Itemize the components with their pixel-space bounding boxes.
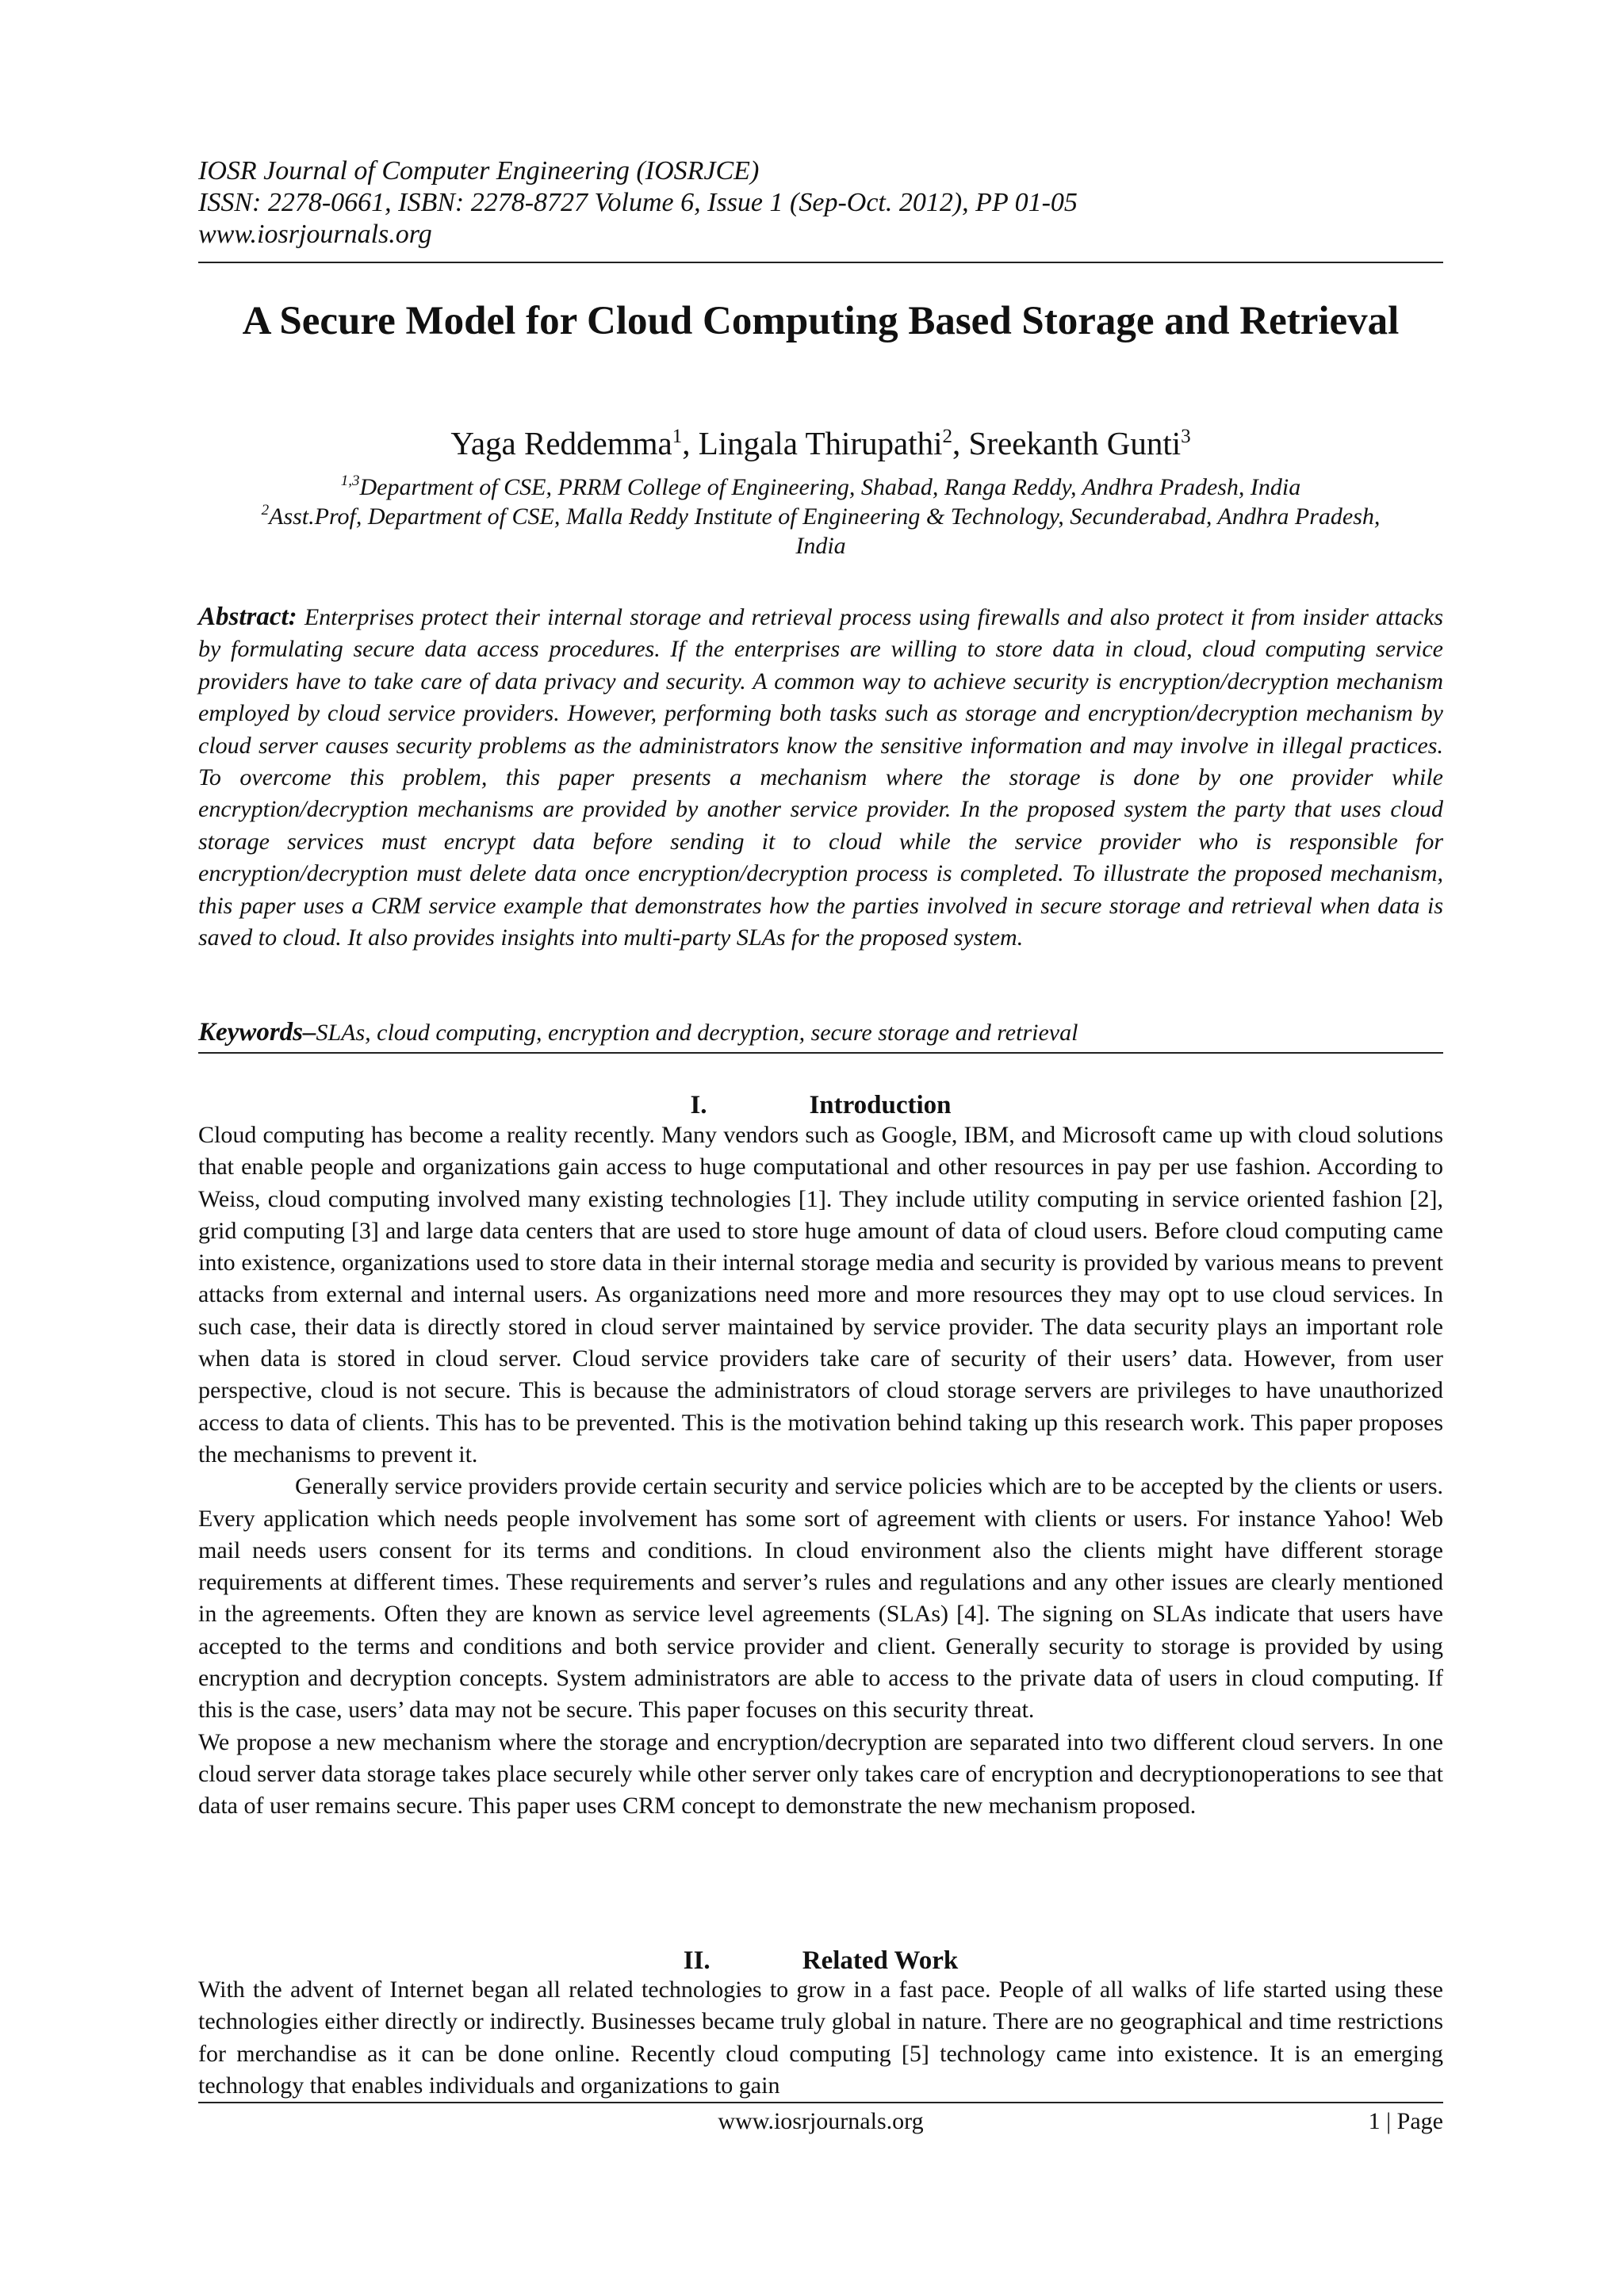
paragraph: We propose a new mechanism where the storage and encryption/decryption are separated into two different cloud servers. In one cloud server data storage takes place securely while other server only takes care of encryption and decryptionoperations to see that data of user remains secure. This paper uses CRM concept to demonstrate the new mechanism proposed. bbox=[198, 1728, 1443, 1820]
author-list: Yaga Reddemma$^1$, Lingala Thirupathi$^2$, Sreekanth Gunti$^3$ bbox=[450, 425, 1191, 461]
section-heading-introduction bbox=[198, 1089, 1443, 1121]
affiliation-text: Asst.Prof, Department of CSE, Malla Reddy Institute of Engineering & Technology, Secunderabad, Andhra Pradesh, India bbox=[269, 503, 1381, 559]
section-heading-related-work bbox=[198, 1945, 1443, 1976]
abstract bbox=[198, 601, 1443, 954]
affiliation-text: Department of CSE, PRRM College of Engineering, Shabad, Ranga Reddy, Andhra Pradesh, India bbox=[359, 474, 1301, 500]
author-name: Yaga Reddemma bbox=[450, 425, 672, 461]
section-title: Related Work bbox=[802, 1946, 959, 1975]
section-body-related-work bbox=[198, 1974, 1443, 2102]
affiliation-mark: 2 bbox=[261, 502, 270, 519]
section-number: I. bbox=[690, 1091, 707, 1119]
journal-issn: ISSN: 2278-0661, ISBN: 2278-8727 Volume 6, Issue 1 (Sep-Oct. 2012), PP 01-05 bbox=[198, 188, 1078, 217]
keywords bbox=[198, 1016, 1443, 1049]
abstract-text: Enterprises protect their internal storage and retrieval process using firewalls and also protect it from insider attacks by formulating secure data access procedures. If the enterprises are willing to store data in cloud, cloud computing service providers have to take care of data privacy and security. A common way to achieve security is encryption/decryption mechanism employed by cloud service providers. However, performing both tasks such as storage and encryption/decryption mechanism by cloud server causes security problems as the administrators know the sensitive information and may involve in illegal practices. To overcome this problem, this paper presents a mechanism where the storage is done by one provider while encryption/decryption mechanisms are provided by another service provider. In the proposed system the party that uses cloud storage services must encrypt data before sending it to cloud while the service provider who is responsible for encryption/decryption must delete data once encryption/decryption process is completed. To illustrate the proposed mechanism, this paper uses a CRM service example that demonstrates how the parties involved in secure storage and retrieval when data is saved to cloud. It also provides insights into multi-party SLAs for the proposed system. bbox=[198, 604, 1444, 951]
page-number: 1 | Page bbox=[1368, 2108, 1443, 2134]
journal-header bbox=[198, 155, 1443, 251]
paragraph: Generally service providers provide certain security and service policies which are to be accepted by the clients or users. Every application which needs people involvement has some sort of agreement with clients or users. For instance Yahoo! Web mail needs users consent for its terms and conditions. In cloud environment also the clients might have different storage requirements at different times. These requirements and server’s rules and regulations and any other issues are clearly mentioned in the agreements. Often they are known as service level agreements (SLAs) [4]. The signing on SLAs indicate that users have accepted to the terms and conditions and both service provider and client. Generally security to storage is provided by using encryption and decryption concepts. System administrators are able to access to the private data of users in cloud computing. If this is the case, users’ data may not be secure. This paper focuses on this security threat. bbox=[198, 1473, 1443, 1724]
journal-name: IOSR Journal of Computer Engineering (IOSRJCE) bbox=[198, 156, 760, 186]
header-rule bbox=[198, 262, 1443, 263]
abstract-label: Abstract: bbox=[198, 603, 297, 631]
footer-website: www.iosrjournals.org bbox=[718, 2108, 924, 2134]
keywords-label: Keywords– bbox=[198, 1018, 316, 1047]
affiliation-mark: 1,3 bbox=[340, 473, 360, 489]
keywords-rule bbox=[198, 1052, 1443, 1054]
journal-website: www.iosrjournals.org bbox=[198, 220, 432, 249]
keywords-text: SLAs, cloud computing, encryption and decryption, secure storage and retrieval bbox=[316, 1020, 1078, 1046]
paper-title: A Secure Model for Cloud Computing Based Storage and Retrieval bbox=[242, 299, 1400, 343]
section-body-introduction bbox=[198, 1119, 1443, 1823]
author-name: Sreekanth Gunti bbox=[968, 425, 1182, 461]
author-affil-mark: 1 bbox=[672, 426, 683, 447]
author-name: Lingala Thirupathi bbox=[698, 425, 943, 461]
section-number: II. bbox=[683, 1946, 710, 1975]
affiliation bbox=[198, 473, 1443, 502]
author-affil-mark: 3 bbox=[1181, 426, 1191, 447]
footer-rule bbox=[198, 2102, 1443, 2103]
affiliations bbox=[198, 473, 1443, 561]
paragraph: With the advent of Internet began all related technologies to grow in a fast pace. People of all walks of life started using these technologies either directly or indirectly. Businesses became truly global in nature. There are no geographical and time restrictions for merchandise as it can be done online. Recently cloud computing [5] technology came into existence. It is an emerging technology that enables individuals and organizations to gain bbox=[198, 1976, 1443, 2099]
section-title: Introduction bbox=[809, 1091, 952, 1119]
paragraph: Cloud computing has become a reality recently. Many vendors such as Google, IBM, and Microsoft came up with cloud solutions that enable people and organizations gain access to huge computational and other resources in pay per use fashion. According to Weiss, cloud computing involved many existing technologies [1]. They include utility computing in service oriented fashion [2], grid computing [3] and large data centers that are used to store huge amount of data of cloud users. Before cloud computing came into existence, organizations used to store data in their internal storage media and security is provided by various means to prevent attacks from external and internal users. As organizations need more and more resources they may opt to use cloud services. In such case, their data is directly stored in cloud server maintained by service provider. The data security plays an important role when data is stored in cloud server. Cloud service providers take care of security of their users’ data. However, from user perspective, cloud is not secure. This is because the administrators of cloud storage servers are privileges to have unauthorized access to data of clients. This has to be prevented. This is the motivation behind taking up this research work. This paper proposes the mechanisms to prevent it. bbox=[198, 1122, 1443, 1468]
affiliation bbox=[198, 502, 1443, 561]
author-affil-mark: 2 bbox=[942, 426, 953, 447]
